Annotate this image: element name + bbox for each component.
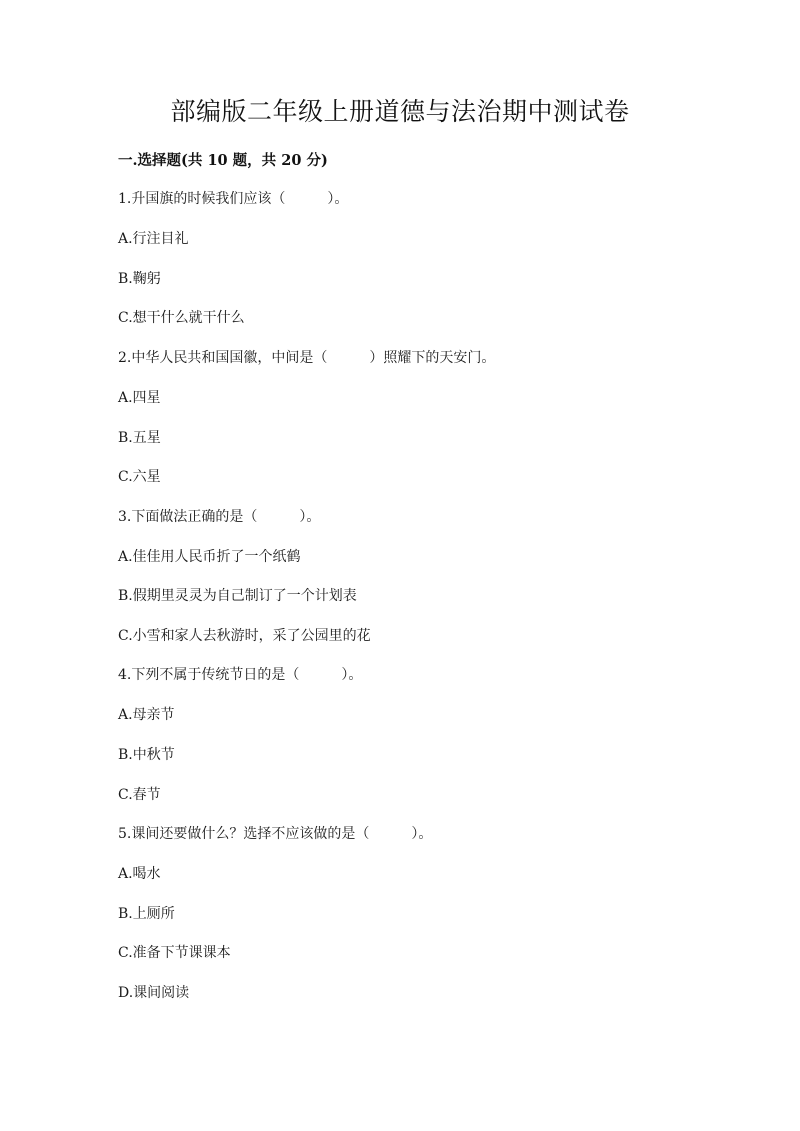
question-4-option-b: B.中秋节 (118, 747, 175, 763)
question-1-stem: 1.升国旗的时候我们应该（ ）。 (118, 191, 349, 207)
question-3-stem: 3.下面做法正确的是（ ）。 (118, 509, 321, 525)
question-5-option-d: D.课间阅读 (118, 985, 190, 1001)
question-5-option-b: B.上厕所 (118, 906, 175, 922)
question-3-option-c: C.小雪和家人去秋游时，采了公园里的花 (118, 628, 371, 644)
question-2-option-b: B.五星 (118, 430, 161, 446)
question-2-option-a: A.四星 (118, 390, 161, 406)
question-2-option-c: C.六星 (118, 469, 161, 485)
question-5-stem: 5.课间还要做什么？选择不应该做的是（ ）。 (118, 826, 433, 842)
question-2-stem: 2.中华人民共和国国徽，中间是（ ）照耀下的天安门。 (118, 350, 496, 366)
question-3-option-a: A.佳佳用人民币折了一个纸鹤 (118, 549, 301, 565)
document-title: 部编版二年级上册道德与法治期中测试卷 (170, 97, 630, 126)
question-1-option-c: C.想干什么就干什么 (118, 310, 245, 326)
question-5-option-c: C.准备下节课课本 (118, 945, 231, 961)
question-1-option-b: B.鞠躬 (118, 271, 161, 287)
question-4-option-a: A.母亲节 (118, 707, 175, 723)
question-5-option-a: A.喝水 (118, 866, 161, 882)
question-1-option-a: A.行注目礼 (118, 231, 189, 247)
section-heading: 一.选择题(共 10 题，共 20 分) (118, 152, 328, 169)
question-3-option-b: B.假期里灵灵为自己制订了一个计划表 (118, 588, 357, 604)
question-4-stem: 4.下列不属于传统节日的是（ ）。 (118, 667, 363, 683)
question-4-option-c: C.春节 (118, 787, 161, 803)
